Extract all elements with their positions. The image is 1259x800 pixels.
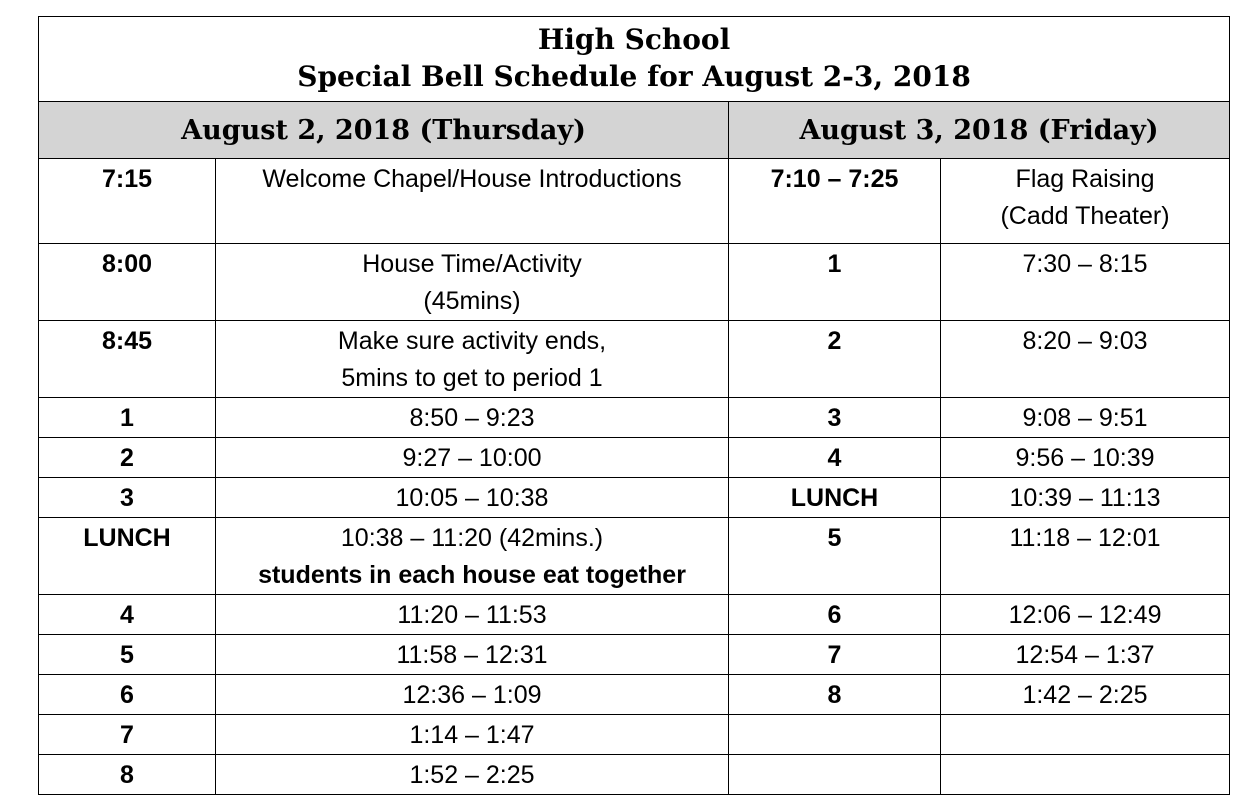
thursday-period-label [39, 595, 216, 635]
schedule-title: Special Bell Schedule for August 2-3, 2018 [297, 60, 971, 93]
period-value-text: 10:38 – 11:20 (42mins.) [340, 524, 604, 552]
period-label-text [729, 755, 940, 757]
schedule-row [39, 244, 1230, 321]
schedule-row [39, 755, 1230, 795]
friday-period-label [729, 635, 941, 675]
schedule-row [39, 518, 1230, 595]
period-label-text: 1 [120, 404, 134, 432]
schedule-row [39, 438, 1230, 478]
period-value-text: 7:30 – 8:15 [1022, 250, 1148, 278]
period-value-text: 5mins to get to period 1 [341, 364, 603, 392]
friday-period-value [941, 438, 1230, 478]
thursday-period-value [216, 478, 729, 518]
friday-period-value [941, 518, 1230, 595]
period-label-text: LUNCH [790, 484, 879, 512]
friday-period-value [941, 595, 1230, 635]
period-value-text: 12:54 – 1:37 [1015, 641, 1155, 669]
schedule-row [39, 675, 1230, 715]
period-value-text: (45mins) [423, 287, 521, 315]
friday-header: August 3, 2018 (Friday) [729, 102, 1230, 159]
friday-period-label [729, 518, 941, 595]
period-note-text: students in each house eat together [258, 561, 686, 589]
period-label-text: 8:00 [101, 250, 153, 278]
period-value-text: Welcome Chapel/House Introductions [262, 165, 682, 193]
friday-period-label [729, 159, 941, 244]
thursday-period-label [39, 244, 216, 321]
schedule-row [39, 715, 1230, 755]
friday-period-label [729, 595, 941, 635]
period-value-text: 8:20 – 9:03 [1022, 327, 1148, 355]
thursday-period-label [39, 438, 216, 478]
period-label-text: 4 [120, 601, 134, 629]
period-value-text [941, 755, 1229, 757]
day-header-row [39, 102, 1230, 159]
thursday-period-label [39, 715, 216, 755]
schedule-row [39, 321, 1230, 398]
thursday-period-label [39, 398, 216, 438]
period-value-text: 11:58 – 12:31 [396, 641, 548, 669]
period-value-text: 9:08 – 9:51 [1022, 404, 1148, 432]
school-title: High School [537, 23, 731, 56]
friday-period-label [729, 438, 941, 478]
friday-period-value [941, 675, 1230, 715]
thursday-period-label [39, 635, 216, 675]
period-label-text: 5 [827, 524, 842, 552]
friday-period-value [941, 635, 1230, 675]
period-label-text: 8 [120, 761, 134, 789]
thursday-period-value [216, 438, 729, 478]
friday-period-value [941, 478, 1230, 518]
period-label-text: 8:45 [101, 327, 153, 355]
period-value-text: House Time/Activity [362, 250, 582, 278]
period-value-text: Make sure activity ends, [337, 327, 607, 355]
schedule-row [39, 159, 1230, 244]
thursday-period-value [216, 398, 729, 438]
period-label-text: 8 [827, 681, 842, 709]
thursday-period-value [216, 518, 729, 595]
period-value-text: 11:20 – 11:53 [397, 601, 547, 629]
friday-period-label [729, 478, 941, 518]
thursday-period-label [39, 755, 216, 795]
thursday-period-value [216, 321, 729, 398]
period-value-text: 9:27 – 10:00 [402, 444, 542, 472]
period-value-text: 1:52 – 2:25 [409, 761, 535, 789]
schedule-row [39, 478, 1230, 518]
friday-period-value [941, 398, 1230, 438]
period-value-text: 12:36 – 1:09 [402, 681, 542, 709]
schedule-row [39, 398, 1230, 438]
period-label-text: 2 [120, 444, 134, 472]
period-label-text: 7:10 – 7:25 [770, 165, 899, 193]
friday-period-value [941, 321, 1230, 398]
period-label-text: 3 [827, 404, 842, 432]
schedule-row [39, 595, 1230, 635]
thursday-period-value [216, 159, 729, 244]
friday-period-label [729, 398, 941, 438]
title-cell [39, 17, 1230, 102]
friday-period-label [729, 755, 941, 795]
thursday-period-value [216, 755, 729, 795]
bell-schedule-table [38, 16, 1230, 795]
title-row [39, 17, 1230, 102]
period-value-text [941, 715, 1229, 717]
thursday-period-value [216, 715, 729, 755]
period-label-text [729, 715, 940, 717]
period-label-text: 6 [827, 601, 842, 629]
period-label-text: 5 [120, 641, 134, 669]
schedule-row [39, 635, 1230, 675]
friday-period-label [729, 715, 941, 755]
period-value-text: 1:42 – 2:25 [1022, 681, 1148, 709]
period-value-text: 11:18 – 12:01 [1009, 524, 1161, 552]
thursday-period-label [39, 478, 216, 518]
thursday-period-label [39, 321, 216, 398]
friday-period-label [729, 321, 941, 398]
period-value-text: Flag Raising [1015, 165, 1155, 193]
friday-period-value [941, 755, 1230, 795]
thursday-header: August 2, 2018 (Thursday) [39, 102, 729, 159]
friday-period-value [941, 244, 1230, 321]
friday-period-label [729, 244, 941, 321]
period-value-text: 10:39 – 11:13 [1009, 484, 1161, 512]
period-label-text: 6 [120, 681, 134, 709]
period-label-text: LUNCH [83, 524, 171, 552]
period-label-text: 2 [827, 327, 842, 355]
thursday-period-value [216, 635, 729, 675]
friday-period-value [941, 159, 1230, 244]
period-value-text: 10:05 – 10:38 [395, 484, 549, 512]
period-value-text: (Cadd Theater) [1000, 202, 1170, 230]
thursday-period-label [39, 159, 216, 244]
period-value-text: 9:56 – 10:39 [1015, 444, 1155, 472]
thursday-period-value [216, 675, 729, 715]
period-label-text: 7:15 [101, 165, 153, 193]
friday-period-value [941, 715, 1230, 755]
period-value-text: 1:14 – 1:47 [409, 721, 535, 749]
period-label-text: 7 [120, 721, 134, 749]
thursday-period-label [39, 518, 216, 595]
thursday-period-label [39, 675, 216, 715]
period-label-text: 3 [120, 484, 134, 512]
thursday-period-value [216, 595, 729, 635]
period-value-text: 8:50 – 9:23 [409, 404, 535, 432]
friday-period-label [729, 675, 941, 715]
period-value-text: 12:06 – 12:49 [1008, 601, 1162, 629]
period-label-text: 7 [827, 641, 842, 669]
period-label-text: 4 [827, 444, 842, 472]
period-label-text: 1 [827, 250, 842, 278]
thursday-period-value [216, 244, 729, 321]
